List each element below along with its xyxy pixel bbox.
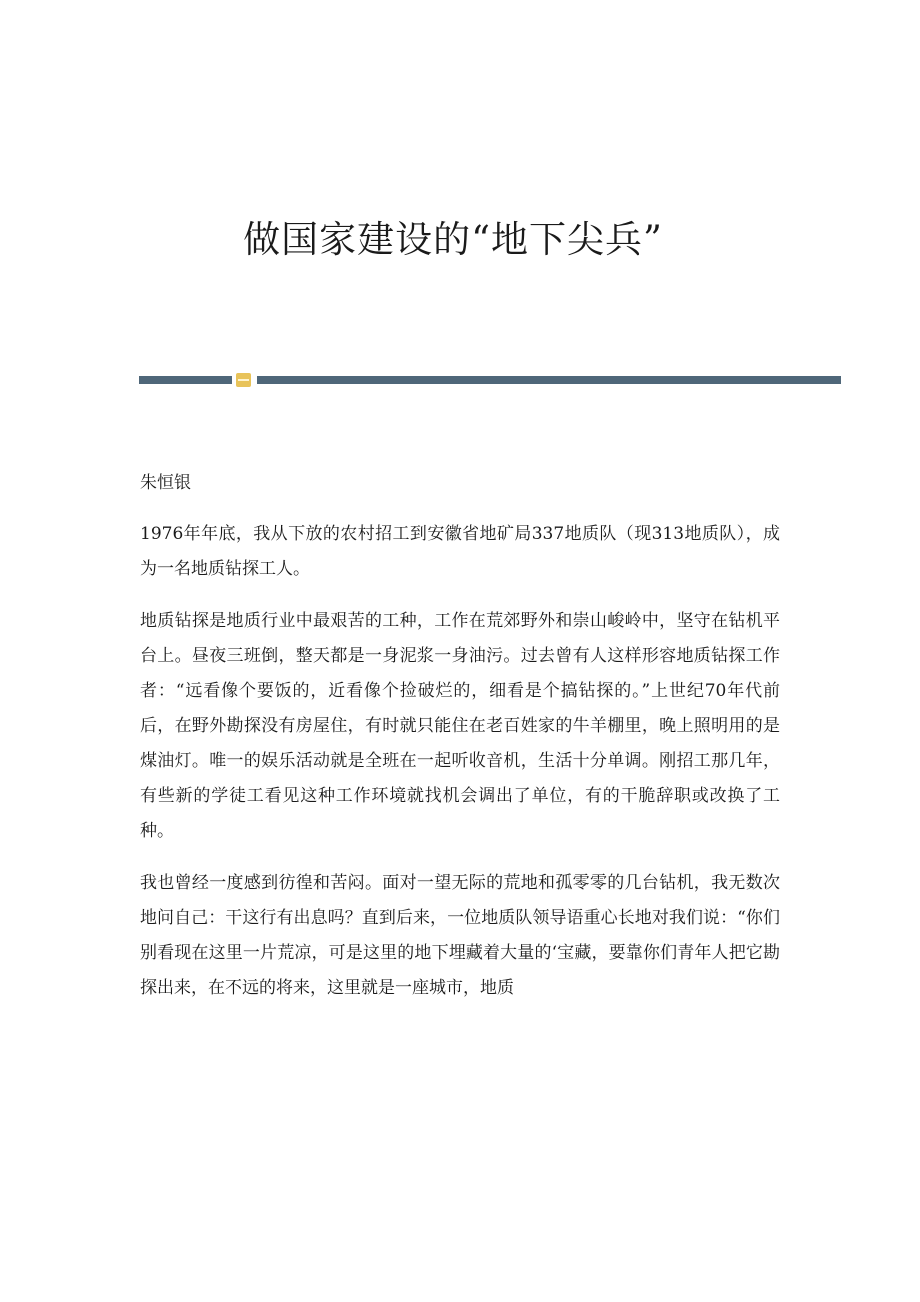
author-name: 朱恒银 <box>140 473 191 493</box>
paragraph-3: 我也曾经一度感到彷徨和苦闷。面对一望无际的荒地和孤零零的几台钻机，我无数次地问自己：干这行有出息吗？直到后来，一位地质队领导语重心长地对我们说：“你们别看现在这里一片荒凉，可是这里的地下埋藏着大量的‘宝藏，要靠你们青年人把它勘探出来，在不远的将来，这里就是一座城市，地质 <box>140 873 780 998</box>
divider-ornament-icon <box>236 373 251 387</box>
document-body <box>140 466 780 1023</box>
paragraph-1: 1976年年底，我从下放的农村招工到安徽省地矿局337地质队（现313地质队），成为一名地质钻探工人。 <box>140 524 780 579</box>
divider-bar-left <box>139 376 232 384</box>
paragraph-2: 地质钻探是地质行业中最艰苦的工种，工作在荒郊野外和崇山峻岭中，坚守在钻机平台上。昼夜三班倒，整天都是一身泥浆一身油污。过去曾有人这样形容地质钻探工作者：“远看像个要饭的，近看像个捡破烂的，细看是个搞钻探的。”上世纪70年代前后，在野外勘探没有房屋住，有时就只能住在老百姓家的牛羊棚里，晚上照明用的是煤油灯。唯一的娱乐活动就是全班在一起听收音机，生活十分单调。刚招工那几年，有些新的学徒工看见这种工作环境就找机会调出了单位，有的干脆辞职或改换了工种。 <box>140 611 780 841</box>
divider-bar-right <box>257 376 841 384</box>
title-divider <box>139 373 841 387</box>
document-title: 做国家建设的“地下尖兵” <box>243 218 663 261</box>
